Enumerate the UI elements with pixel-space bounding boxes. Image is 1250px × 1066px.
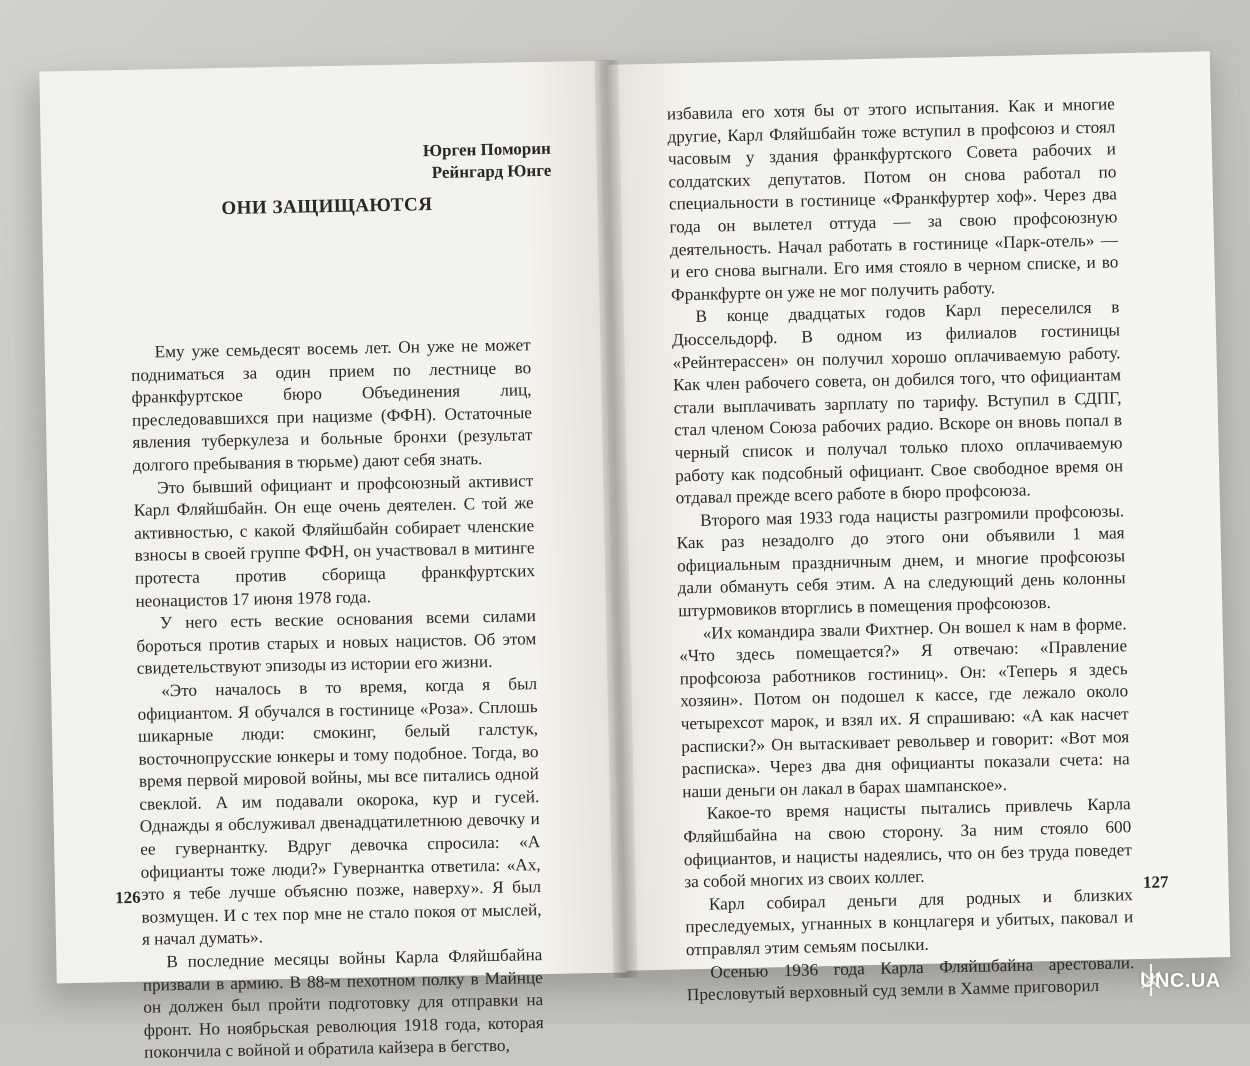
paragraph: «Их командира звали Фихтнер. Он вошел к нам в форме. «Что здесь помещается?» Я отвечаю: «Правление профсоюза работников гостиниц». Он: «Теперь я здесь хозяин». Потом он подошел к кассе, где лежало около четырехсот марок, и взял их. Я спрашиваю: «А как насчет расписки?» Он вытаскивает револьвер и говорит: «Вот моя расписка». Через два дня официанты показали счета: на наши деньги он лакал в барах шампанское». xyxy=(679,613,1130,802)
left-page xyxy=(39,61,626,1063)
paragraph: избавила его хотя бы от этого испытания. Как и многие другие, Карл Фляйшбайн тоже вступил в профсоюз и стоял часовым у здания франкфуртского Совета рабочих и солдатских депутатов. Потом он снова работал по специальности в гостинице «Франкфуртер хоф». Через два года он вылетел оттуда — за свою профсоюзную деятельность. Начал работать в гостинице «Парк-отель» — и его снова выгнали. Его имя стояло в черном списке, и во Франкфурте он уже не мог получить работу. xyxy=(666,94,1119,305)
author-2: Рейнгард Юнге xyxy=(431,160,552,183)
right-body xyxy=(667,93,1135,1007)
paragraph: Осенью 1936 года Карла Фляйшбайна арестовали. Пресловутый верховный суд земли в Хамме приговорил xyxy=(686,952,1135,1005)
paragraph: У него есть веские основания всеми силами бороться против старых и новых нацистов. Об этом свидетельствуют эпизоды из истории его жизни. xyxy=(136,606,537,679)
paragraph: Второго мая 1933 года нацисты разгромили профсоюзы. Как раз незадолго до этого они объявили 1 мая официальным праздничным днем, и многие профсоюзы дали обмануть себя этим. А на следующий день колонны штурмовиков вторглись в помещения профсоюзов. xyxy=(676,500,1126,621)
watermark: UNC.UA xyxy=(1140,970,1221,992)
paragraph: В конце двадцатых годов Карл переселился в Дюссельдорф. В одном из филиалов гостиницы «Рейнтерассен» он получил хорошо оплачиваемую работу. Как член рабочего совета, он добился того, что официантам стали выплачивать зарплату по тарифу. Вступил в СДПГ, стал членом Союза рабочих радио. Вскоре он вновь попал в черный список и получал только плохо оплачиваемую работу как подсобный официант. Свое свободное время он отдавал прежде всего работе в бюро профсоюза. xyxy=(671,297,1124,508)
paragraph: «Это началось в то время, когда я был официантом. Я обучался в гостинице «Роза». Сплошь шикарные люди: смокинг, белый галстук, восточнопрусские юнкеры и тому подобное. Тогда, во время первой мировой войны, мы все питались одной свеклой. А им подавали окорока, кур и гусей. Однажды я обслуживал двенадцатилетнюю девочку и ее гувернантку. Вдруг девочка спросила: «А официанты тоже люди?» Гувернантка ответила: «Ах, это я тебе лучше объясню позже, наверху». Я был возмущен. И с тех пор мне не стало покоя от мыслей, я начал думать». xyxy=(137,674,542,950)
paragraph: В последние месяцы войны Карла Фляйшбайна призвали в армию. В 88-м пехотном полку в Майнце он должен был пройти подготовку для отправки на фронт. Но ноябрьская революция 1918 года, которая покончила с войной и обратила кайзера в бегство, xyxy=(142,945,544,1063)
page-number-left: 126 xyxy=(114,887,141,908)
paragraph: Карл собирал деньги для родных и близких преследуемых, угнанных в концлагеря и убитых, паковал и отправлял этим семьям посылки. xyxy=(685,884,1134,960)
chapter-title: ОНИ ЗАЩИЩАЮТСЯ xyxy=(221,194,433,220)
paragraph: Какое-то время нацисты пытались привлечь Карла Фляйшбайна на свою сторону. За ним стояло 600 официантов, и нацисты надеялись, что он без труда поведет за собой многих из своих коллег. xyxy=(683,794,1132,892)
page-number-right: 127 xyxy=(1142,872,1169,892)
paragraph: Это бывший официант и профсоюзный активист Карл Фляйшбайн. Он еще очень деятелен. С той же активностью, с какой Фляйшбайн собирает членские взносы в своей группе ФФН, он участвовал в митинге протеста против сборища франкфуртских неонацистов 17 июня 1978 года. xyxy=(133,470,536,611)
author-1: Юрген Поморин xyxy=(422,138,552,161)
authors xyxy=(423,138,552,184)
paragraph: Ему уже семьдесят восемь лет. Он уже не может подниматься за один прием по лестнице во франкфуртское бюро Объединения лиц, преследовавшихся при нацизме (ФФН). Остаточные явления туберкулеза и больные бронхи (результат долгого пребывания в тюрьме) дают себя знать. xyxy=(130,335,533,475)
left-body xyxy=(131,334,545,1065)
